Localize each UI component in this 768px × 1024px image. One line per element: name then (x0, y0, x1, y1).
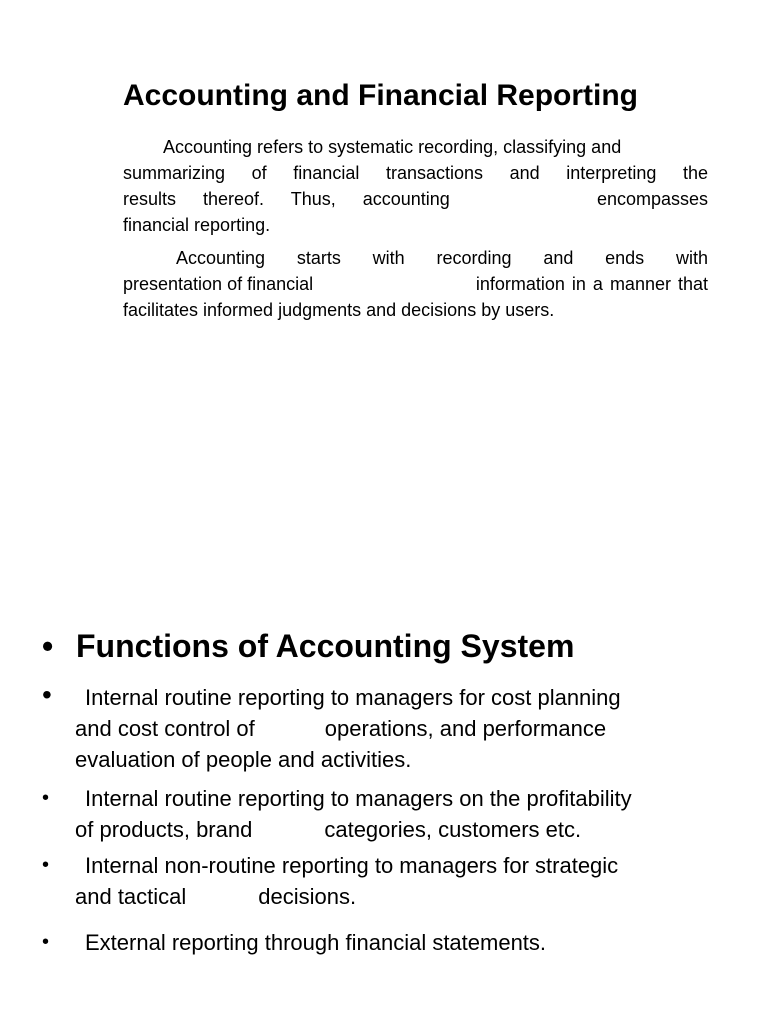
paragraph-line-fragment: encompasses (596, 189, 708, 209)
list-item (42, 850, 732, 912)
list-item-line-text: External reporting through financial statements. (85, 930, 547, 955)
paragraph-line: summarizing of financial transactions and interpreting the (123, 163, 708, 183)
functions-heading-text: Functions of Accounting System (76, 628, 575, 664)
paragraph-line (123, 271, 708, 297)
list-item (42, 783, 732, 845)
paragraph-line: Accounting starts with recording and ends with (176, 248, 708, 268)
list-item-line-text: operations, and performance (324, 716, 607, 741)
list-item-line (75, 783, 732, 814)
list-item-line (75, 682, 732, 713)
list-item-text (75, 927, 732, 958)
paragraph-line-fragment: presentation of financial (123, 274, 314, 294)
list-item-line (75, 814, 732, 845)
list-item-text (75, 783, 732, 845)
list-item-line (75, 927, 732, 958)
list-item (42, 927, 732, 958)
list-item-line-text: and cost control of (75, 716, 255, 741)
bullet-icon: • (42, 628, 54, 664)
list-item-line (75, 850, 732, 881)
paragraph-accounting-definition (123, 134, 708, 238)
paragraph-line: Accounting refers to systematic recording, classifying and (163, 137, 622, 157)
list-item-line-text: Internal routine reporting to managers on the profitability (85, 786, 632, 811)
list-item-line (75, 744, 732, 775)
paragraph-line: financial reporting. (123, 215, 271, 235)
list-item-line-text: decisions. (258, 884, 357, 909)
list-item-line-text: Internal routine reporting to managers for cost planning (85, 685, 621, 710)
list-item-line-text: Internal non-routine reporting to managers for strategic (85, 853, 619, 878)
list-item-text (75, 850, 732, 912)
bullet-icon: • (42, 679, 52, 710)
list-item (42, 679, 732, 775)
paragraph-line-fragment: information in a manner that (475, 274, 708, 294)
list-item-line-text: and tactical (75, 884, 187, 909)
list-item-line-text: of products, brand (75, 817, 253, 842)
bullet-icon: • (42, 854, 50, 876)
functions-heading (42, 624, 574, 668)
paragraph-accounting-process (123, 245, 708, 323)
list-item-line (75, 881, 732, 912)
bullet-icon: • (42, 787, 50, 809)
list-item-text (75, 682, 732, 775)
bullet-icon: • (42, 931, 50, 953)
document-title: Accounting and Financial Reporting (123, 79, 639, 112)
list-item-line (75, 713, 732, 744)
list-item-line-text: categories, customers etc. (324, 817, 582, 842)
paragraph-line: facilitates informed judgments and decisions by users. (123, 300, 555, 320)
list-item-line-text: evaluation of people and activities. (75, 747, 412, 772)
paragraph-line-fragment: results thereof. Thus, accounting (123, 189, 450, 209)
paragraph-line (123, 186, 708, 212)
